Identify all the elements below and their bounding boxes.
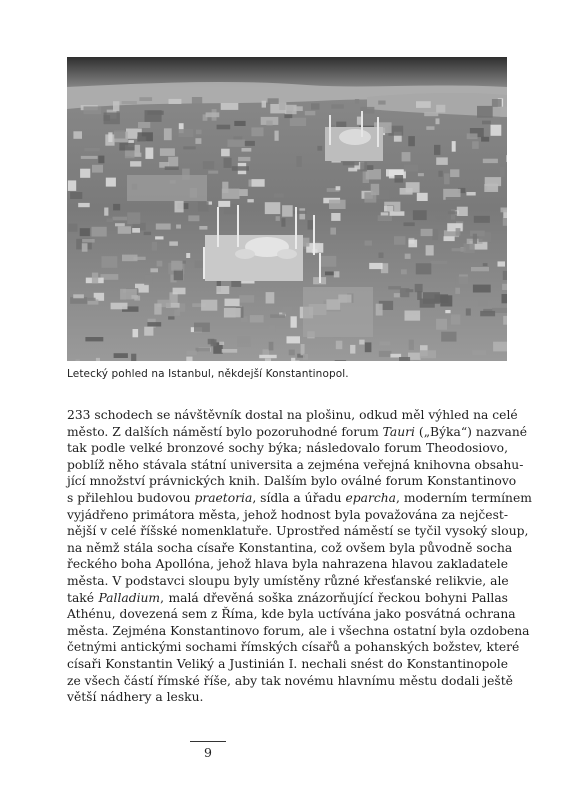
footer-rule — [190, 741, 226, 742]
text-line: jící množství právnických knih. Dalším bylo oválné forum Konstantinovo — [67, 474, 517, 489]
text-line: Athénu, dovezená sem z Říma, kde byla uctívána jako posvátná ochrana — [67, 607, 516, 622]
text-line: města. Zejména Konstantinovo forum, ale i všechna ostatní byla ozdobena — [67, 623, 530, 638]
page-number: 9 — [204, 745, 212, 760]
text-line: větší nádhery a lesku. — [67, 690, 204, 705]
text-line: vyjádřeno primátora města, jehož hodnost byla považována za nejčest- — [67, 507, 508, 522]
text-line: 233 schodech se návštěvník dostal na plošinu, odkud měl výhled na celé — [67, 408, 518, 422]
text-line: města. V podstavci sloupu byly umístěny různé křesťanské relikvie, ale — [67, 573, 509, 588]
text-line: město. Z dalších náměstí bylo pozoruhodné forum Tauri („Býka“) nazvané — [67, 424, 528, 439]
figure-caption: Letecký pohled na Istanbul, někdejší Konstantinopol. — [67, 368, 349, 380]
text-line: také Palladium, malá dřevěná soška znázorňující řeckou bohyni Pallas — [67, 590, 508, 605]
text-line: na němž stála socha císaře Konstantina, což ovšem byla původně socha — [67, 540, 513, 555]
text-line: poblíž něho stávala státní universita a zejména veřejná knihovna obsahu- — [67, 457, 524, 472]
aerial-photo-istanbul — [67, 57, 507, 361]
text-line: četnými antickými sochami římských císařů a pohanských božstev, které — [67, 640, 520, 655]
text-line: tak podle velké bronzové sochy býka; následovalo forum Theodosiovo, — [67, 441, 508, 456]
text-line: nější v celé říšské nomenklatuře. Uprostřed náměstí se tyčil vysoký sloup, — [67, 524, 529, 539]
text-line: s přilehlou budovou praetoria, sídla a úřadu eparcha, moderním termínem — [67, 490, 532, 505]
text-line: řeckého boha Apollóna, jehož hlava byla nahrazena hlavou zakladatele — [67, 557, 508, 572]
body-text — [67, 407, 532, 706]
text-line: císaři Konstantin Veliký a Justinián I. nechali snést do Konstantinopole — [67, 656, 508, 671]
text-line: ze všech částí římské říše, aby tak novému hlavnímu městu dodali ještě — [67, 673, 513, 688]
